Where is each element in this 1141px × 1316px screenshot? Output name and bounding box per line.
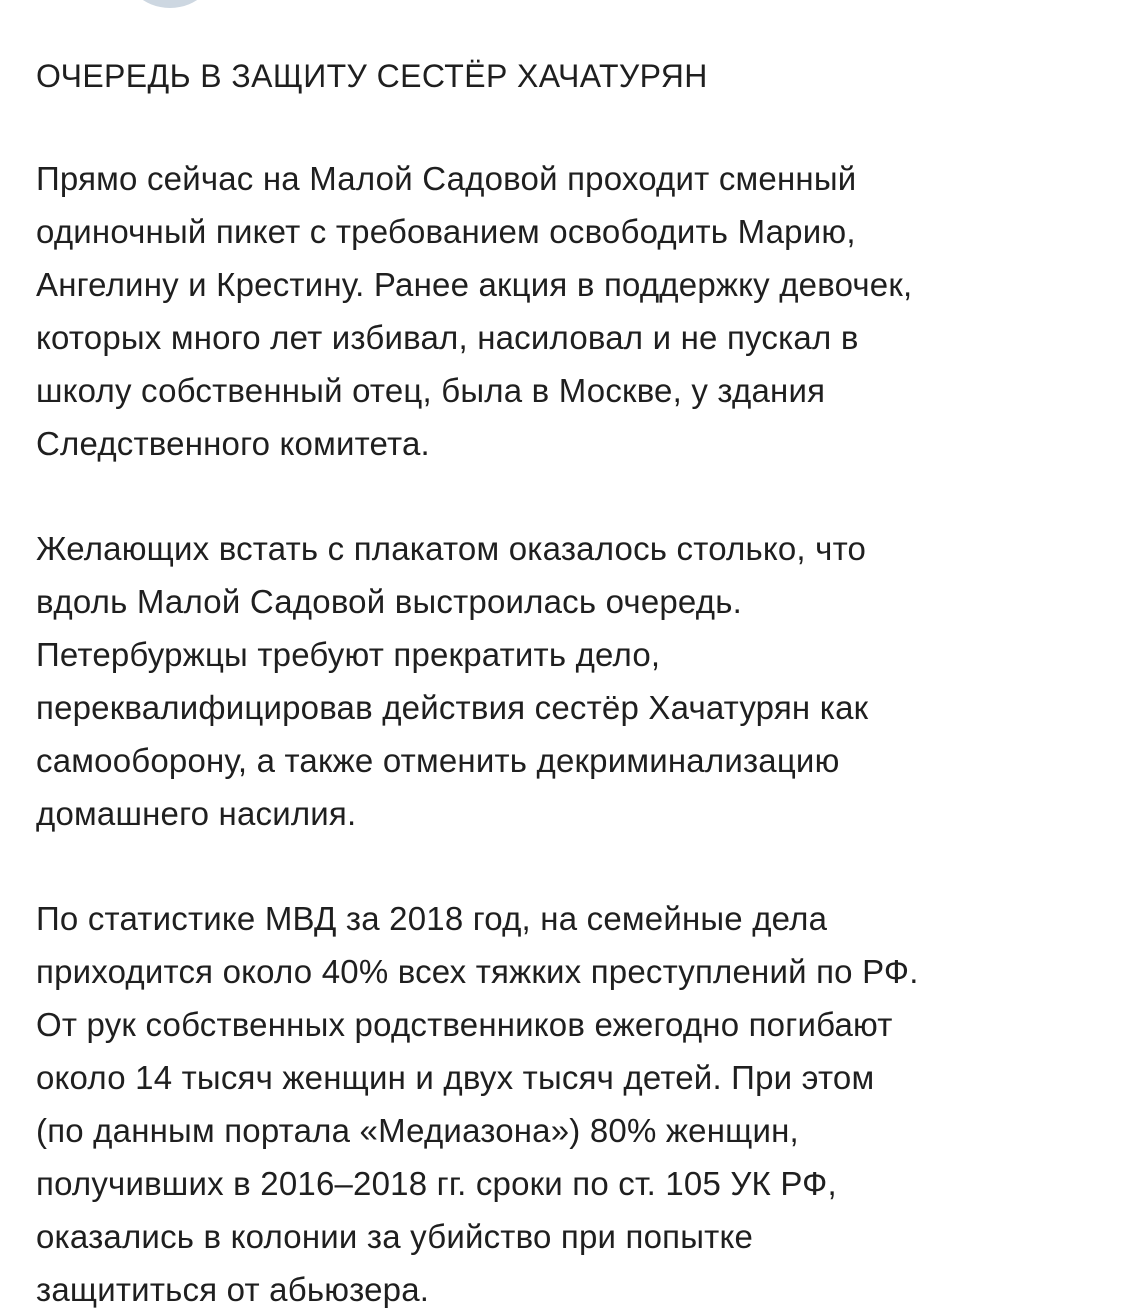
text-line: Следственного комитета. (36, 425, 430, 462)
text-line: вдоль Малой Садовой выстроилась очередь. (36, 583, 742, 620)
text-line: школу собственный отец, была в Москве, у здания (36, 372, 826, 409)
post-paragraph-1 (36, 152, 1121, 470)
text-line: одиночный пикет с требованием освободить Марию, (36, 213, 856, 250)
text-line: По статистике МВД за 2018 год, на семейные дела (36, 900, 828, 937)
avatar[interactable] (120, 0, 220, 8)
text-line: оказались в колонии за убийство при попытке (36, 1218, 754, 1255)
text-line: самооборону, а также отменить декриминализацию (36, 742, 840, 779)
text-line: защититься от абьюзера. (36, 1271, 430, 1308)
post-body (36, 52, 1121, 1316)
text-line: получивших в 2016–2018 гг. сроки по ст. 105 УК РФ, (36, 1165, 837, 1202)
text-line: От рук собственных родственников ежегодно погибают (36, 1006, 893, 1043)
text-line: Петербуржцы требуют прекратить дело, (36, 636, 661, 673)
text-line: Ангелину и Крестину. Ранее акция в поддержку девочек, (36, 266, 913, 303)
post-title: ОЧЕРЕДЬ В ЗАЩИТУ СЕСТЁР ХАЧАТУРЯН (36, 58, 708, 94)
text-line: переквалифицировав действия сестёр Хачатурян как (36, 689, 869, 726)
text-line: приходится около 40% всех тяжких преступлений по РФ. (36, 953, 919, 990)
text-line: около 14 тысяч женщин и двух тысяч детей. При этом (36, 1059, 875, 1096)
text-line: которых много лет избивал, насиловал и не пускал в (36, 319, 859, 356)
text-line: Желающих встать с плакатом оказалось столько, что (36, 530, 867, 567)
text-line: (по данным портала «Медиазона») 80% женщин, (36, 1112, 799, 1149)
text-line: домашнего насилия. (36, 795, 357, 832)
text-line: Прямо сейчас на Малой Садовой проходит сменный (36, 160, 857, 197)
post-paragraph-3 (36, 892, 1121, 1316)
post-paragraph-2 (36, 522, 1121, 840)
